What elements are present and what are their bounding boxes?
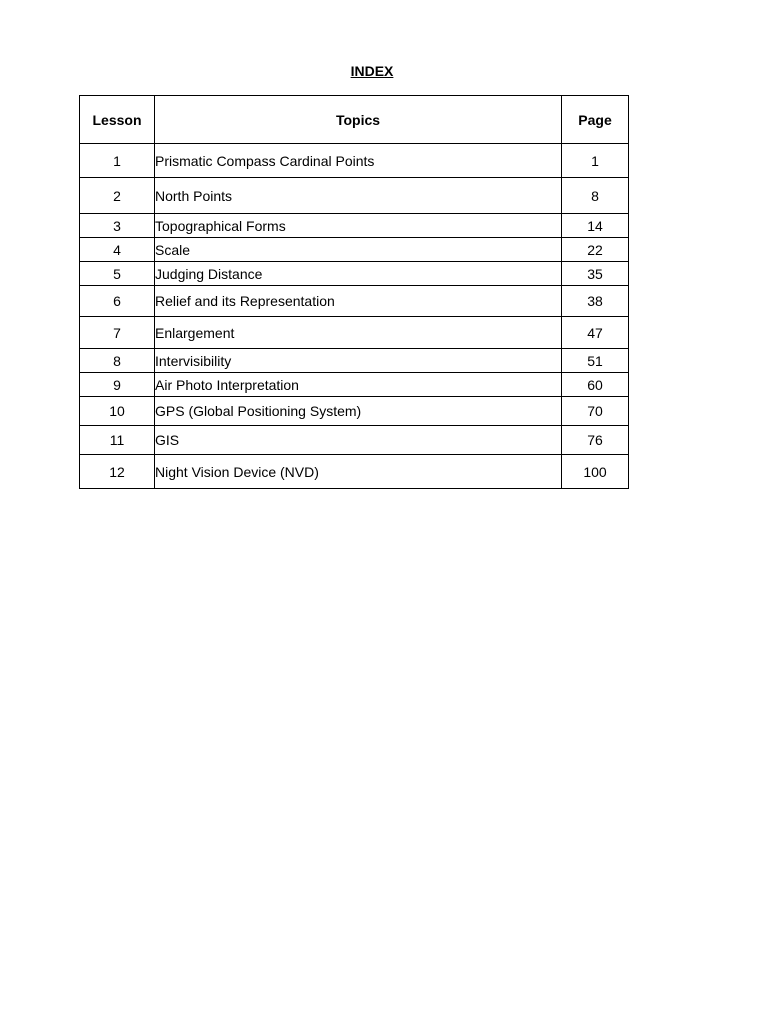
page-number: 22 xyxy=(562,238,629,262)
topic-title: Air Photo Interpretation xyxy=(155,373,562,397)
lesson-number: 6 xyxy=(80,286,155,317)
topic-title: Enlargement xyxy=(155,317,562,349)
topic-title: Night Vision Device (NVD) xyxy=(155,455,562,489)
lesson-number: 4 xyxy=(80,238,155,262)
table-row xyxy=(80,144,629,178)
table-row xyxy=(80,317,629,349)
page-number: 47 xyxy=(562,317,629,349)
table-row xyxy=(80,214,629,238)
lesson-number: 2 xyxy=(80,178,155,214)
topic-title: Scale xyxy=(155,238,562,262)
table-row xyxy=(80,455,629,489)
page-number: 51 xyxy=(562,349,629,373)
topic-title: North Points xyxy=(155,178,562,214)
page-number: 38 xyxy=(562,286,629,317)
table-row xyxy=(80,397,629,426)
table-row xyxy=(80,262,629,286)
page-number: 1 xyxy=(562,144,629,178)
topic-title: Relief and its Representation xyxy=(155,286,562,317)
page-number: 100 xyxy=(562,455,629,489)
lesson-number: 10 xyxy=(80,397,155,426)
page-number: 76 xyxy=(562,426,629,455)
page-title: INDEX xyxy=(350,63,394,79)
lesson-number: 11 xyxy=(80,426,155,455)
table-row xyxy=(80,238,629,262)
lesson-number: 9 xyxy=(80,373,155,397)
topic-title: Topographical Forms xyxy=(155,214,562,238)
page-number: 70 xyxy=(562,397,629,426)
topic-title: Judging Distance xyxy=(155,262,562,286)
table-row xyxy=(80,426,629,455)
table-row xyxy=(80,373,629,397)
column-header-topics: Topics xyxy=(155,96,562,144)
page-number: 8 xyxy=(562,178,629,214)
topic-title: GPS (Global Positioning System) xyxy=(155,397,562,426)
lesson-number: 8 xyxy=(80,349,155,373)
table-row xyxy=(80,178,629,214)
table-row xyxy=(80,349,629,373)
lesson-number: 5 xyxy=(80,262,155,286)
index-table xyxy=(79,95,629,489)
lesson-number: 7 xyxy=(80,317,155,349)
page-number: 14 xyxy=(562,214,629,238)
column-header-lesson: Lesson xyxy=(80,96,155,144)
column-header-page: Page xyxy=(562,96,629,144)
lesson-number: 12 xyxy=(80,455,155,489)
topic-title: Intervisibility xyxy=(155,349,562,373)
page-number: 35 xyxy=(562,262,629,286)
topic-title: GIS xyxy=(155,426,562,455)
lesson-number: 3 xyxy=(80,214,155,238)
table-row xyxy=(80,286,629,317)
topic-title: Prismatic Compass Cardinal Points xyxy=(155,144,562,178)
page-number: 60 xyxy=(562,373,629,397)
lesson-number: 1 xyxy=(80,144,155,178)
table-header-row xyxy=(80,96,629,144)
